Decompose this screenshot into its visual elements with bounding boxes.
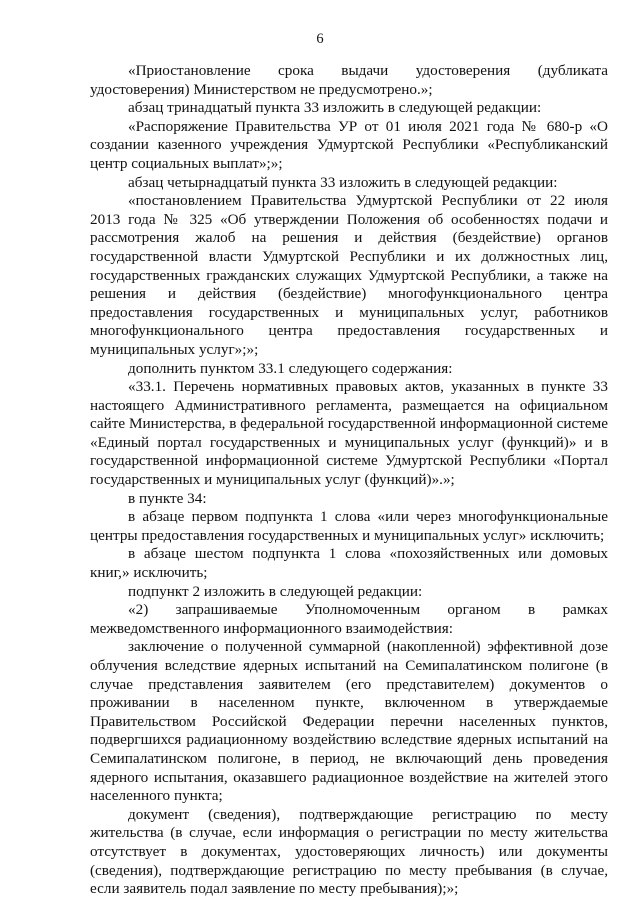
page-number: 6 <box>316 31 324 47</box>
paragraph-sub1-first: в абзаце первом подпункта 1 слова «или через многофункциональные центры предоставления государственных и муниципальных услуг» исключить; <box>90 508 608 544</box>
paragraph-dose-conclusion: заключение о полученной суммарной (накопленной) эффективной дозе облучения вследствие ядерных испытаний на Семипалатинском полигоне (в случае представления заявителем (его представителем) документов о проживании в населенном пункте, включенном в утверждаемые Правительством Российской Федерации перечни населенных пунктов, подвергшихся радиационному воздействию вследствие ядерных испытаний на Семипалатинском полигоне, в период, не включающий день проведения ядерного испытания, оказавшего радиационное воздействие на жителей этого населенного пункта; <box>90 638 608 805</box>
paragraph-point-34: в пункте 34: <box>128 489 207 507</box>
paragraph-add-33-1: дополнить пунктом 33.1 следующего содержания: <box>128 359 453 377</box>
paragraph-sub1-sixth: в абзаце шестом подпункта 1 слова «похозяйственных или домовых книг,» исключить; <box>90 545 608 582</box>
paragraph-order-680: «Распоряжение Правительства УР от 01 июля 2021 года № 680-р «О создании казенного учреждения Удмуртской Республики «Республиканский центр социальных выплат»;»; <box>90 117 608 172</box>
paragraph-amend-13: абзац тринадцатый пункта 33 изложить в следующей редакции: <box>128 99 542 117</box>
paragraph-registration-document: документ (сведения), подтверждающие регистрацию по месту жительства (в случае, если информация о регистрации по месту жительства отсутствует в документах, удостоверяющих личность) или документы (сведения), подтверждающие регистрацию по месту пребывания (в случае, если заявитель подал заявление по месту пребывания);»; <box>90 805 608 898</box>
document-body <box>90 62 608 899</box>
paragraph-sub2-requested: «2) запрашиваемые Уполномоченным органом в рамках межведомственного информационного взаимодействия: <box>90 601 608 637</box>
paragraph-33-1-text: «33.1. Перечень нормативных правовых актов, указанных в пункте 33 настоящего Административного регламента, размещается на официальном сайте Министерства, в федеральной государственной информационной системе «Единый портал государственных и муниципальных услуг (функций)» и в государственной информационной системе Удмуртской Республики «Портал государственных и муниципальных услуг (функций)».»; <box>90 378 608 489</box>
paragraph-sub2-intro: подпункт 2 изложить в следующей редакции: <box>128 582 423 600</box>
paragraph-amend-14: абзац четырнадцатый пункта 33 изложить в следующей редакции: <box>128 173 558 191</box>
paragraph-suspension-note: «Приостановление срока выдачи удостоверения (дубликата удостоверения) Министерством не предусмотрено.»; <box>90 62 608 98</box>
paragraph-resolution-325: «постановлением Правительства Удмуртской Республики от 22 июля 2013 года № 325 «Об утверждении Положения об особенностях подачи и рассмотрения жалоб на решения и действия (бездействие) органов государственной власти Удмуртской Республики и их должностных лиц, государственных гражданских служащих Удмуртской Республики, а также на решения и действия (бездействие) многофункционального центра предоставления государственных и муниципальных услуг, работников многофункционального центра предоставления государственных и муниципальных услуг»;»; <box>90 192 608 358</box>
